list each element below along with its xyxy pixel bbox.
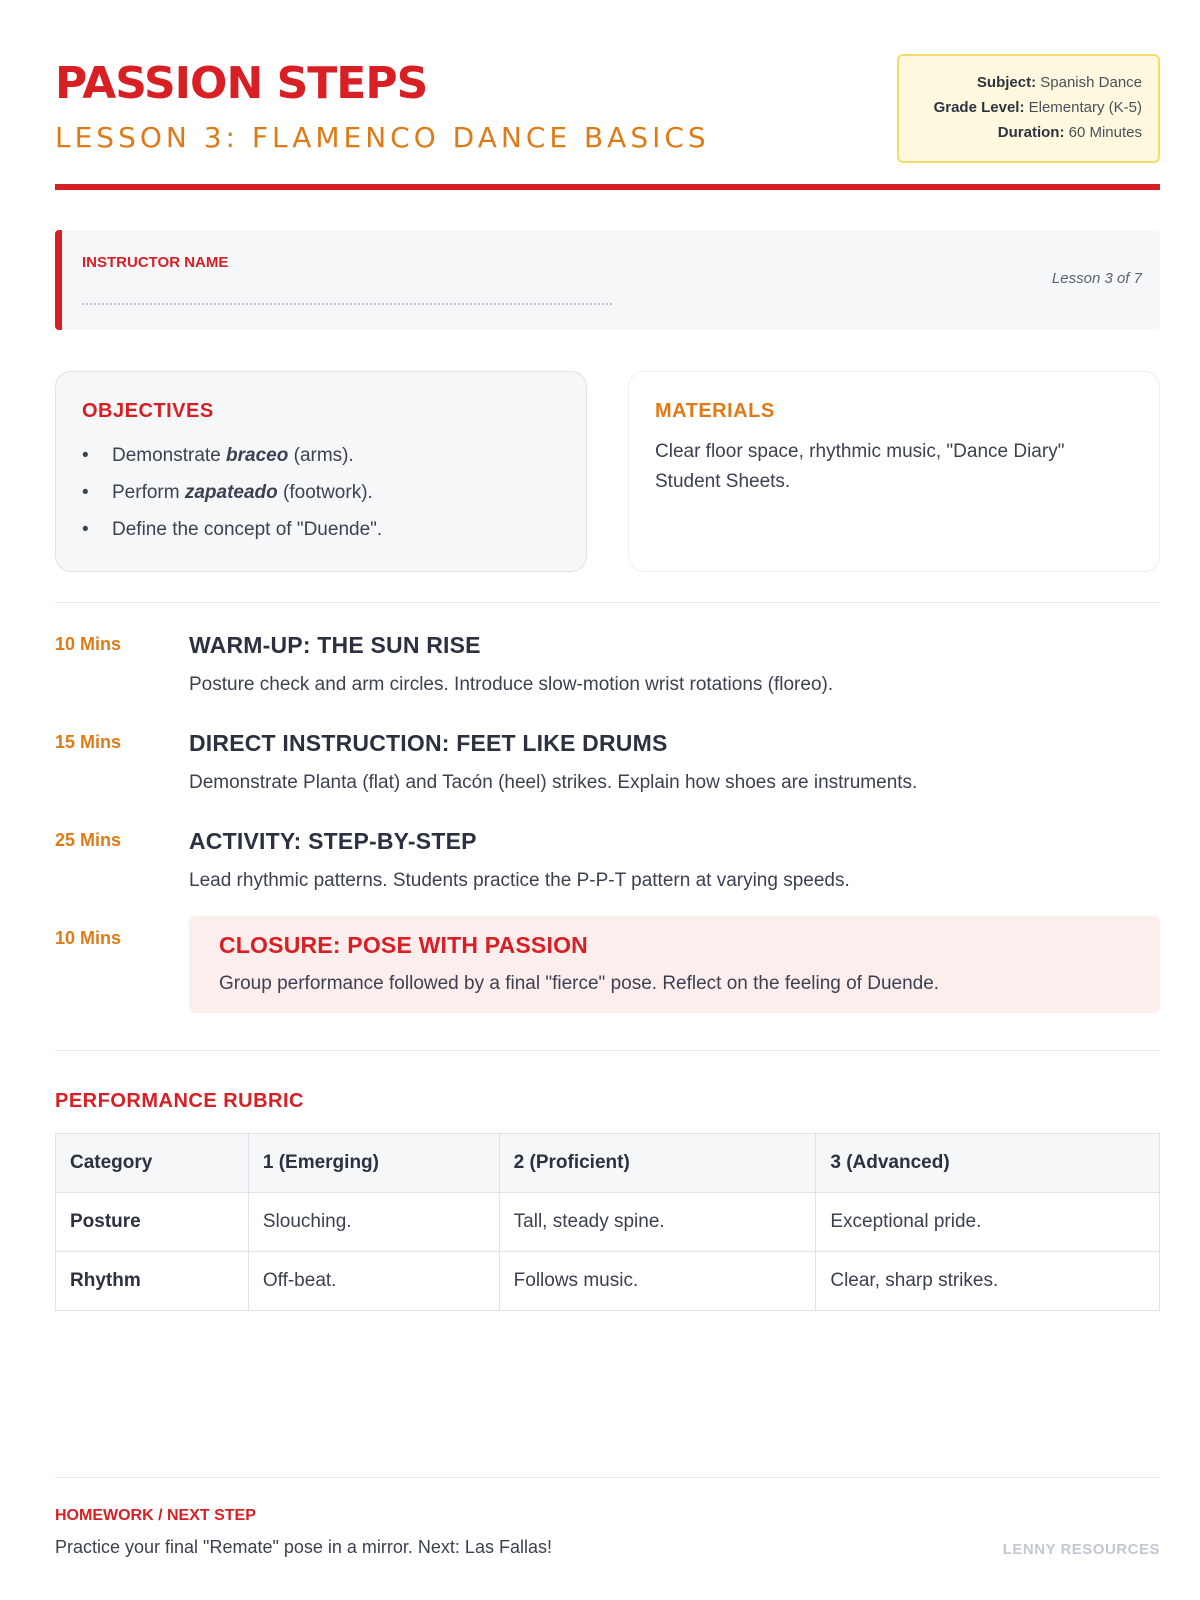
step-title: CLOSURE: POSE WITH PASSION <box>219 932 588 958</box>
lesson-plan-page <box>55 0 1160 1600</box>
meta-duration <box>899 120 1142 145</box>
rubric-cell: Slouching. <box>248 1193 499 1252</box>
objective-text: Perform <box>112 482 185 503</box>
meta-grade-value: Elementary (K-5) <box>1028 99 1142 116</box>
step-duration: 10 Mins <box>55 634 122 654</box>
step-description: Posture check and arm circles. Introduce slow-motion wrist rotations (floreo). <box>189 674 834 695</box>
meta-subject <box>899 70 1142 95</box>
meta-duration-label: Duration: <box>997 124 1065 141</box>
rubric-category-cell: Posture <box>56 1193 249 1252</box>
objective-text: Demonstrate <box>112 445 227 466</box>
rubric-cell: Exceptional pride. <box>816 1193 1160 1252</box>
instructor-section <box>55 230 1160 330</box>
objective-text: (footwork). <box>277 482 373 503</box>
rubric-table <box>55 1133 1160 1311</box>
instructor-name-field[interactable] <box>82 303 612 305</box>
step-description: Demonstrate Planta (flat) and Tacón (heel) strikes. Explain how shoes are instruments. <box>189 772 918 793</box>
section-divider <box>55 1050 1160 1051</box>
homework-text: Practice your final "Remate" pose in a mirror. Next: Las Fallas! <box>55 1537 552 1557</box>
rubric-header-cell: 3 (Advanced) <box>816 1134 1160 1193</box>
header-divider <box>55 184 1160 190</box>
objective-text: Define the concept of "Duende". <box>112 519 383 540</box>
footer-divider <box>55 1477 1160 1478</box>
objective-item <box>82 511 560 548</box>
lesson-title: LESSON 3: FLAMENCO DANCE BASICS <box>55 121 710 154</box>
step-description: Lead rhythmic patterns. Students practice the P-P-T pattern at varying speeds. <box>189 870 850 891</box>
closure-highlight-box <box>189 916 1160 1013</box>
meta-grade <box>899 95 1142 120</box>
step-title: DIRECT INSTRUCTION: FEET LIKE DRUMS <box>189 730 668 756</box>
meta-subject-label: Subject: <box>976 74 1037 91</box>
objectives-heading: OBJECTIVES <box>82 400 214 422</box>
rubric-row <box>56 1252 1160 1311</box>
materials-text: Clear floor space, rhythmic music, "Dance Diary" Student Sheets. <box>655 441 1065 492</box>
section-divider <box>55 602 1160 603</box>
materials-card <box>628 371 1160 572</box>
brand-title: PASSION STEPS <box>55 58 428 109</box>
publisher-credit: LENNY RESOURCES <box>1002 1541 1160 1558</box>
step-title: ACTIVITY: STEP-BY-STEP <box>189 828 477 854</box>
rubric-cell: Tall, steady spine. <box>499 1193 816 1252</box>
step-duration: 25 Mins <box>55 830 122 850</box>
materials-heading: MATERIALS <box>655 400 775 422</box>
meta-subject-value: Spanish Dance <box>1040 74 1142 91</box>
lesson-count: Lesson 3 of 7 <box>1051 270 1142 287</box>
rubric-header-cell: 1 (Emerging) <box>248 1134 499 1193</box>
step-duration: 15 Mins <box>55 732 122 752</box>
rubric-title: PERFORMANCE RUBRIC <box>55 1090 304 1112</box>
step-title: WARM-UP: THE SUN RISE <box>189 632 481 658</box>
rubric-cell: Off-beat. <box>248 1252 499 1311</box>
meta-grade-label: Grade Level: <box>933 99 1025 116</box>
homework-label: HOMEWORK / NEXT STEP <box>55 1507 256 1524</box>
meta-duration-value: 60 Minutes <box>1068 124 1142 141</box>
instructor-name-label: INSTRUCTOR NAME <box>82 254 229 271</box>
rubric-header-row <box>56 1134 1160 1193</box>
step-duration: 10 Mins <box>55 928 122 948</box>
objective-item <box>82 437 560 474</box>
objectives-list <box>82 437 560 548</box>
objective-term: zapateado <box>184 482 278 503</box>
rubric-header-cell: Category <box>56 1134 249 1193</box>
rubric-header-cell: 2 (Proficient) <box>499 1134 816 1193</box>
rubric-cell: Clear, sharp strikes. <box>816 1252 1160 1311</box>
step-description: Group performance followed by a final "fierce" pose. Reflect on the feeling of Duende. <box>219 973 940 994</box>
objective-item <box>82 474 560 511</box>
objective-text: (arms). <box>288 445 354 466</box>
rubric-cell: Follows music. <box>499 1252 816 1311</box>
rubric-category-cell: Rhythm <box>56 1252 249 1311</box>
objective-term: braceo <box>226 445 289 466</box>
rubric-row <box>56 1193 1160 1252</box>
objectives-card <box>55 371 587 572</box>
lesson-meta-box <box>897 54 1160 163</box>
